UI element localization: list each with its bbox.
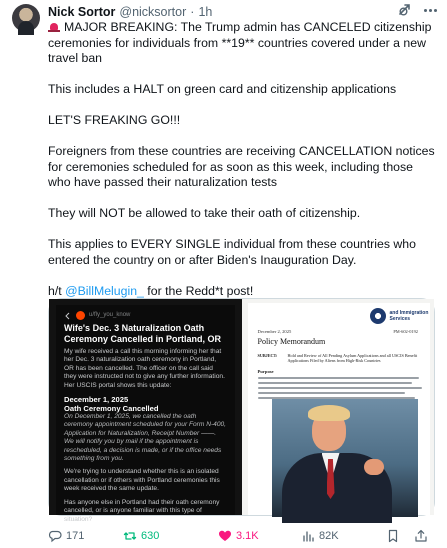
memo-purpose: Purpose (257, 369, 274, 374)
photo-hair (308, 405, 350, 421)
repost-button[interactable] (123, 529, 159, 543)
memo-title: Policy Memorandum (257, 337, 326, 346)
author-name[interactable]: Nick Sortor (48, 5, 116, 19)
paragraph-credit: h/t @BillMelugin_ for the Redd*t post! (48, 283, 254, 298)
grok-icon[interactable] (397, 2, 413, 18)
reddit-user: u/fly_you_know (89, 312, 131, 319)
share-button[interactable] (414, 529, 428, 543)
reply-button[interactable] (48, 529, 84, 543)
share-icon (414, 529, 428, 543)
bookmark-button[interactable] (386, 529, 400, 543)
agency-seal-icon (370, 308, 386, 324)
paragraph-notices: Foreigners from these countries are receiving CANCELLATION notices for ceremonies scheduled for as soon as this week, including those who have passed their naturalization tests (48, 144, 435, 189)
reply-icon (48, 529, 62, 543)
paragraph-applies: This applies to EVERY SINGLE individual from these countries who entered the country on or after Biden's Inauguration Day. (48, 237, 416, 267)
like-button[interactable] (218, 529, 259, 543)
views-button[interactable] (301, 529, 339, 543)
reply-count: 171 (66, 530, 85, 542)
reddit-screenshot (56, 305, 235, 523)
reddit-title: Wife's Dec. 3 Naturalization Oath Ceremony Cancelled in Portland, OR (64, 323, 222, 344)
action-bar (48, 527, 440, 545)
repost-icon (123, 529, 137, 543)
views-chart-icon (301, 529, 315, 543)
author-handle[interactable]: @nicksortor (119, 5, 187, 19)
media-image-memo[interactable] (242, 299, 435, 515)
agency-name: and Immigration Services (389, 310, 429, 322)
photo-hand (364, 459, 384, 475)
memo-number: PM-602-0192 (393, 329, 418, 334)
paragraph-breaking: MAJOR BREAKING: The Trump admin has CANCELED citizenship ceremonies for individuals from **19** countries covered under a new travel ban (48, 20, 432, 65)
reddit-quote: On December 1, 2025, we cancelled the oath ceremony appointment scheduled for your Form N-400, Application for Naturalization, Receipt Number ——. We will notify you by mail if the appointment is rescheduled, a decision is made, or if the office needs something from you. (64, 413, 226, 463)
paragraph-oath: They will NOT be allowed to take their oath of citizenship. (48, 206, 361, 220)
reddit-paragraph: We're trying to understand whether this is an isolated cancellation or if others with Portland ceremonies this week received the same update. (64, 468, 220, 493)
bookmark-icon (386, 529, 400, 543)
photo-inset (272, 399, 418, 517)
paragraph-halt: This includes a HALT on green card and citizenship applications (48, 82, 397, 96)
separator-dot: · (190, 5, 195, 19)
media-grid (48, 298, 435, 523)
reddit-paragraph: Has anyone else in Portland had their oath ceremony cancelled, or is anyone familiar with this type of situation? (64, 498, 220, 523)
memo-subject-label: SUBJECT: (257, 353, 278, 358)
more-options-icon[interactable] (421, 4, 439, 16)
heart-icon (218, 529, 232, 543)
back-arrow-icon (64, 312, 72, 320)
reddit-avatar (76, 311, 85, 320)
post-time[interactable]: 1h (198, 5, 213, 19)
mention-link[interactable]: @BillMelugin_ (65, 283, 144, 298)
repost-count: 630 (141, 530, 160, 542)
like-count: 3.1K (236, 530, 259, 542)
reddit-status: Oath Ceremony Cancelled (64, 404, 159, 414)
paragraph-cheer: LET'S FREAKING GO!!! (48, 113, 181, 127)
avatar[interactable] (12, 4, 40, 32)
media-image-reddit[interactable] (49, 299, 242, 523)
reddit-paragraph: My wife received a call this morning informing her that her Dec. 3 naturalization oath ceremony in Portland, OR has been cancelled. The officer on the call said they were instructed not to give any further information. Her USCIS portal shows this update: (64, 348, 225, 389)
tweet-header (48, 3, 407, 21)
memo-subject: Hold and Review of All Pending Asylum Applications and all USCIS Benefit Applications Filed by Aliens from High-Risk Countries (287, 353, 418, 363)
reddit-topbar (64, 311, 227, 320)
memo-date: December 2, 2025 (257, 329, 292, 334)
views-count: 82K (319, 530, 339, 542)
tweet-text (48, 20, 438, 315)
reddit-date: December 1, 2025 (64, 395, 129, 405)
siren-icon (48, 21, 60, 32)
